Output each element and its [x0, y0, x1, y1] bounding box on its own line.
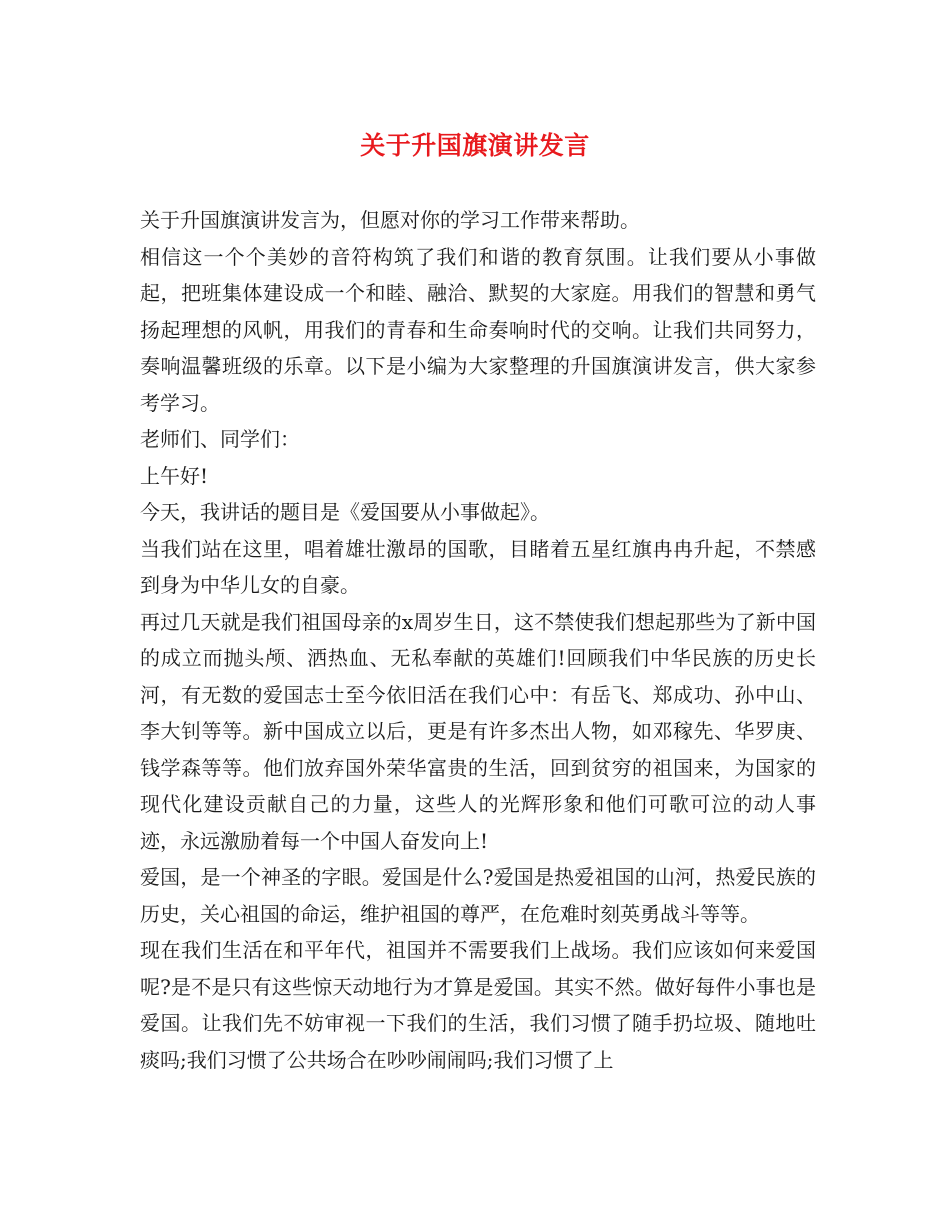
- document-body: [140, 202, 816, 1078]
- paragraph-topic: 今天，我讲话的题目是《爱国要从小事做起》。: [140, 500, 550, 524]
- paragraph-daily-life: 现在我们生活在和平年代，祖国并不需要我们上战场。我们应该如何来爱国呢?是不是只有这些惊天动地行为才算是爱国。其实不然。做好每件小事也是爱国。让我们先不妨审视一下我们的生活，我们习惯了随手扔垃圾、随地吐痰吗;我们习惯了公共场合在吵吵闹闹吗;我们习惯了上: [140, 938, 816, 1072]
- paragraph-summary: 相信这一个个美妙的音符构筑了我们和谐的教育氛围。让我们要从小事做起，把班集体建设成一个和睦、融洽、默契的大家庭。用我们的智慧和勇气扬起理想的风帆，用我们的青春和生命奏响时代的交响。让我们共同努力，奏响温馨班级的乐章。以下是小编为大家整理的升国旗演讲发言，供大家参考学习。: [140, 244, 816, 415]
- paragraph-greeting: 上午好!: [140, 463, 209, 488]
- document-title: 关于升国旗演讲发言: [360, 131, 590, 160]
- paragraph-anthem: 当我们站在这里，唱着雄壮激昂的国歌，目睹着五星红旗冉冉升起，不禁感到身为中华儿女的自豪。: [140, 536, 816, 597]
- paragraph-patriotism: 爱国，是一个神圣的字眼。爱国是什么?爱国是热爱祖国的山河，热爱民族的历史，关心祖国的命运，维护祖国的尊严，在危难时刻英勇战斗等等。: [140, 865, 816, 926]
- paragraph-salutation: 老师们、同学们：: [140, 427, 300, 451]
- paragraph-intro: 关于升国旗演讲发言为，但愿对你的学习工作带来帮助。: [140, 208, 640, 232]
- paragraph-heroes: 再过几天就是我们祖国母亲的x周岁生日，这不禁使我们想起那些为了新中国的成立而抛头颅、洒热血、无私奉献的英雄们!回顾我们中华民族的历史长河，有无数的爱国志士至今依旧活在我们心中：有岳飞、郑成功、孙中山、李大钊等等。新中国成立以后，更是有许多杰出人物，如邓稼先、华罗庚、钱学森等等。他们放弃国外荣华富贵的生活，回到贫穷的祖国来，为国家的现代化建设贡献自己的力量，这些人的光辉形象和他们可歌可泣的动人事迹，永远激励着每一个中国人奋发向上!: [140, 609, 816, 853]
